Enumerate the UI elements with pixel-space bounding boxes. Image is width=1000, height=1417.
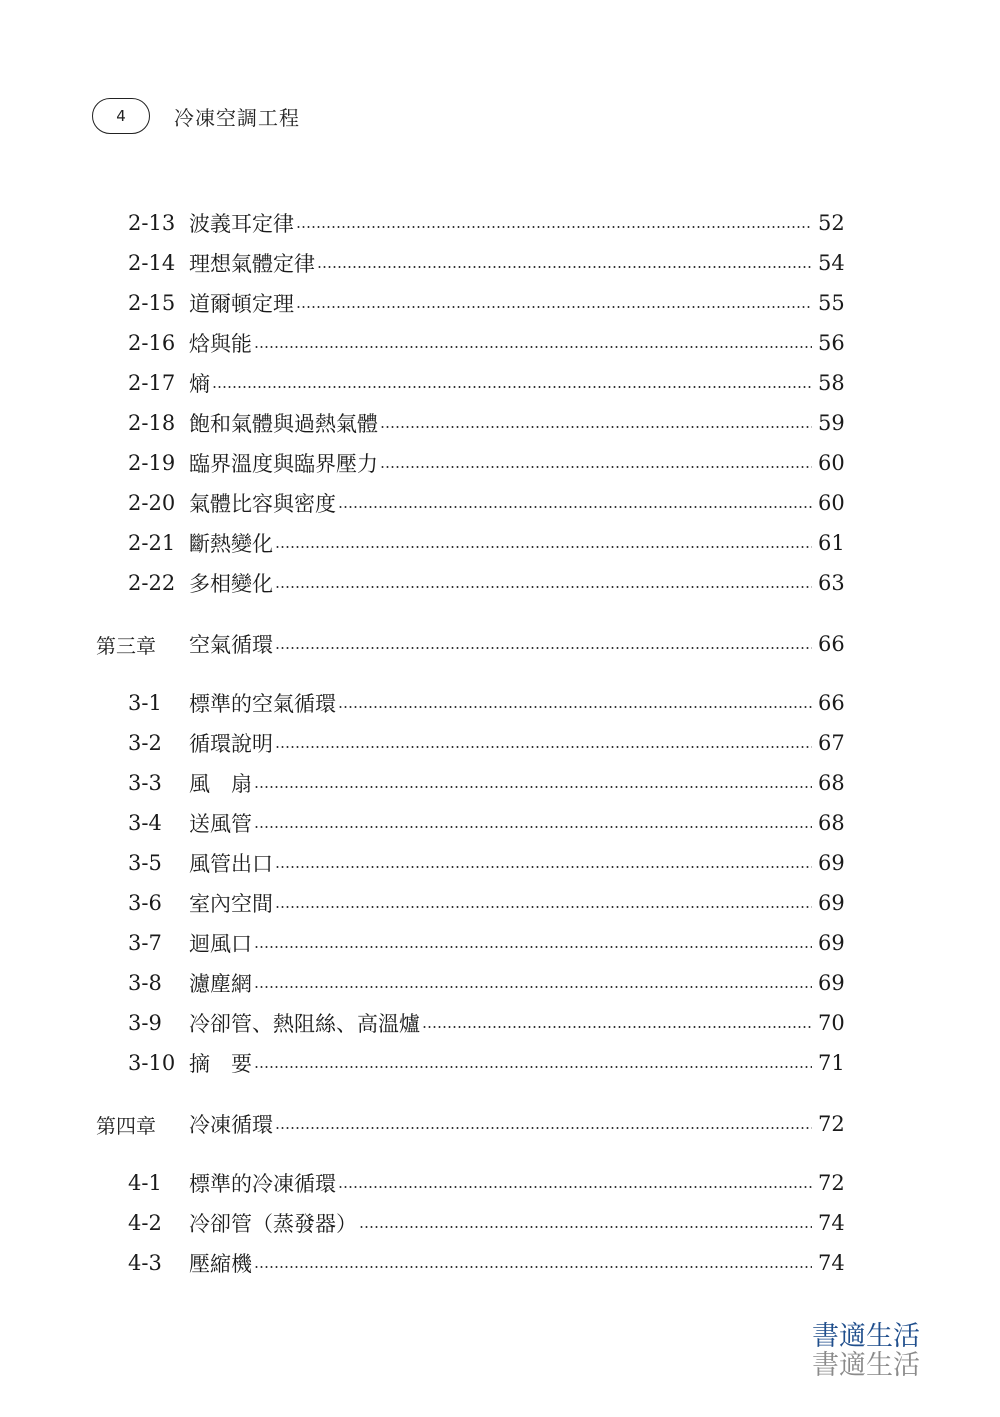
toc-section-row[interactable] xyxy=(96,728,844,758)
toc-section-number: 3-4 xyxy=(128,811,162,835)
watermark-line-1: 書適生活 xyxy=(812,1321,920,1352)
toc-section-row[interactable] xyxy=(96,488,844,518)
toc-chapter-number: 第四章 xyxy=(96,1113,156,1138)
toc-page-number: 69 xyxy=(818,851,845,875)
toc-section-row[interactable] xyxy=(96,928,844,958)
toc-section-number: 2-16 xyxy=(128,331,176,355)
toc-section-number: 3-5 xyxy=(128,851,162,875)
toc-section-number: 2-15 xyxy=(128,291,176,315)
toc-entry-title: 空氣循環 xyxy=(189,633,273,657)
toc-page-number: 54 xyxy=(818,251,845,275)
toc-page-number: 66 xyxy=(818,632,845,656)
toc-entry-title: 風 扇 xyxy=(189,772,252,796)
toc-section-row[interactable] xyxy=(96,248,844,278)
toc-page-number: 68 xyxy=(818,771,845,795)
book-title: 冷凍空調工程 xyxy=(174,105,300,130)
toc-entry-title: 風管出口 xyxy=(189,852,273,876)
dot-leader xyxy=(254,946,812,948)
toc-section-number: 2-20 xyxy=(128,491,176,515)
dot-leader xyxy=(380,426,812,428)
dot-leader xyxy=(254,986,812,988)
toc-section-row[interactable] xyxy=(96,208,844,238)
dot-leader xyxy=(254,786,812,788)
toc-section-row[interactable] xyxy=(96,368,844,398)
toc-entry-title: 氣體比容與密度 xyxy=(189,492,336,516)
toc-page-number: 56 xyxy=(818,331,845,355)
toc-entry-title: 標準的空氣循環 xyxy=(189,692,336,716)
toc-page-number: 59 xyxy=(818,411,845,435)
toc-page-number: 69 xyxy=(818,931,845,955)
watermark-logo xyxy=(812,1322,942,1380)
toc-entry-title: 飽和氣體與過熱氣體 xyxy=(189,412,378,436)
toc-page-number: 74 xyxy=(818,1251,845,1275)
toc-entry-title: 冷卻管（蒸發器） xyxy=(189,1212,357,1236)
dot-leader xyxy=(296,306,812,308)
dot-leader xyxy=(275,866,812,868)
toc-section-row[interactable] xyxy=(96,408,844,438)
toc-section-row[interactable] xyxy=(96,448,844,478)
toc-section-number: 3-9 xyxy=(128,1011,162,1035)
toc-page-number: 67 xyxy=(818,731,845,755)
toc-section-row[interactable] xyxy=(96,528,844,558)
toc-section-number: 4-2 xyxy=(128,1211,162,1235)
toc-entry-title: 波義耳定律 xyxy=(189,212,294,236)
toc-section-row[interactable] xyxy=(96,968,844,998)
toc-entry-title: 標準的冷凍循環 xyxy=(189,1172,336,1196)
toc-section-number: 4-1 xyxy=(128,1171,162,1195)
toc-section-row[interactable] xyxy=(96,1008,844,1038)
toc-section-row[interactable] xyxy=(96,888,844,918)
toc-section-number: 3-8 xyxy=(128,971,162,995)
dot-leader xyxy=(338,1186,812,1188)
toc-entry-title: 送風管 xyxy=(189,812,252,836)
toc-chapter-row[interactable] xyxy=(96,629,844,659)
dot-leader xyxy=(275,1127,812,1129)
dot-leader xyxy=(359,1226,812,1228)
toc-entry-title: 焓與能 xyxy=(189,332,252,356)
toc-section-row[interactable] xyxy=(96,1168,844,1198)
toc-section-number: 2-21 xyxy=(128,531,176,555)
dot-leader xyxy=(338,706,812,708)
toc-entry-title: 臨界溫度與臨界壓力 xyxy=(189,452,378,476)
toc-page-number: 60 xyxy=(818,451,845,475)
toc-page-number: 58 xyxy=(818,371,845,395)
toc-entry-title: 壓縮機 xyxy=(189,1252,252,1276)
toc-entry-title: 斷熱變化 xyxy=(189,532,273,556)
toc-chapter-row[interactable] xyxy=(96,1109,844,1139)
toc-section-number: 3-2 xyxy=(128,731,162,755)
toc-page-number: 69 xyxy=(818,971,845,995)
toc-section-row[interactable] xyxy=(96,568,844,598)
toc-entry-title: 多相變化 xyxy=(189,572,273,596)
toc-entry-title: 迴風口 xyxy=(189,932,252,956)
toc-section-row[interactable] xyxy=(96,1248,844,1278)
dot-leader xyxy=(254,1066,812,1068)
toc-page-number: 55 xyxy=(818,291,845,315)
toc-page-number: 70 xyxy=(818,1011,845,1035)
toc-entry-title: 摘 要 xyxy=(189,1052,252,1076)
dot-leader xyxy=(275,746,812,748)
toc-page-number: 74 xyxy=(818,1211,845,1235)
page-header xyxy=(92,96,300,136)
toc-section-number: 2-22 xyxy=(128,571,176,595)
watermark-line-2: 書適生活 xyxy=(812,1350,920,1381)
dot-leader xyxy=(338,506,812,508)
toc-section-row[interactable] xyxy=(96,328,844,358)
dot-leader xyxy=(317,266,812,268)
toc-entry-title: 室內空間 xyxy=(189,892,273,916)
dot-leader xyxy=(275,546,812,548)
dot-leader xyxy=(422,1026,812,1028)
toc-page-number: 69 xyxy=(818,891,845,915)
toc-section-row[interactable] xyxy=(96,1048,844,1078)
toc-chapter-number: 第三章 xyxy=(96,633,156,658)
toc-section-number: 3-10 xyxy=(128,1051,176,1075)
toc-entry-title: 理想氣體定律 xyxy=(189,252,315,276)
toc-page-number: 72 xyxy=(818,1112,845,1136)
page-number-badge: 4 xyxy=(92,98,150,134)
dot-leader xyxy=(275,647,812,649)
toc-page-number: 66 xyxy=(818,691,845,715)
dot-leader xyxy=(212,386,812,388)
toc-entry-title: 道爾頓定理 xyxy=(189,292,294,316)
toc-section-number: 2-13 xyxy=(128,211,176,235)
dot-leader xyxy=(296,226,812,228)
toc-entry-title: 冷凍循環 xyxy=(189,1113,273,1137)
toc-section-row[interactable] xyxy=(96,688,844,718)
dot-leader xyxy=(254,826,812,828)
toc-section-number: 3-7 xyxy=(128,931,162,955)
toc-section-row[interactable] xyxy=(96,848,844,878)
dot-leader xyxy=(275,586,812,588)
toc-entry-title: 熵 xyxy=(189,372,210,396)
toc-page-number: 71 xyxy=(818,1051,845,1075)
toc-page-number: 60 xyxy=(818,491,845,515)
toc-entry-title: 冷卻管、熱阻絲、高溫爐 xyxy=(189,1012,420,1036)
toc-entry-title: 循環說明 xyxy=(189,732,273,756)
toc-section-number: 3-3 xyxy=(128,771,162,795)
toc-page-number: 63 xyxy=(818,571,845,595)
toc-page-number: 52 xyxy=(818,211,845,235)
dot-leader xyxy=(275,906,812,908)
toc-section-row[interactable] xyxy=(96,808,844,838)
toc-section-number: 2-18 xyxy=(128,411,176,435)
dot-leader xyxy=(254,1266,812,1268)
toc-section-number: 2-14 xyxy=(128,251,176,275)
toc-section-number: 4-3 xyxy=(128,1251,162,1275)
toc-section-row[interactable] xyxy=(96,288,844,318)
toc-page-number: 61 xyxy=(818,531,845,555)
toc-section-row[interactable] xyxy=(96,1208,844,1238)
toc-section-number: 3-1 xyxy=(128,691,162,715)
toc-page-number: 68 xyxy=(818,811,845,835)
dot-leader xyxy=(380,466,812,468)
toc-section-row[interactable] xyxy=(96,768,844,798)
dot-leader xyxy=(254,346,812,348)
toc-entry-title: 濾塵網 xyxy=(189,972,252,996)
toc-section-number: 3-6 xyxy=(128,891,162,915)
toc-page-number: 72 xyxy=(818,1171,845,1195)
toc-section-number: 2-17 xyxy=(128,371,176,395)
toc-section-number: 2-19 xyxy=(128,451,176,475)
